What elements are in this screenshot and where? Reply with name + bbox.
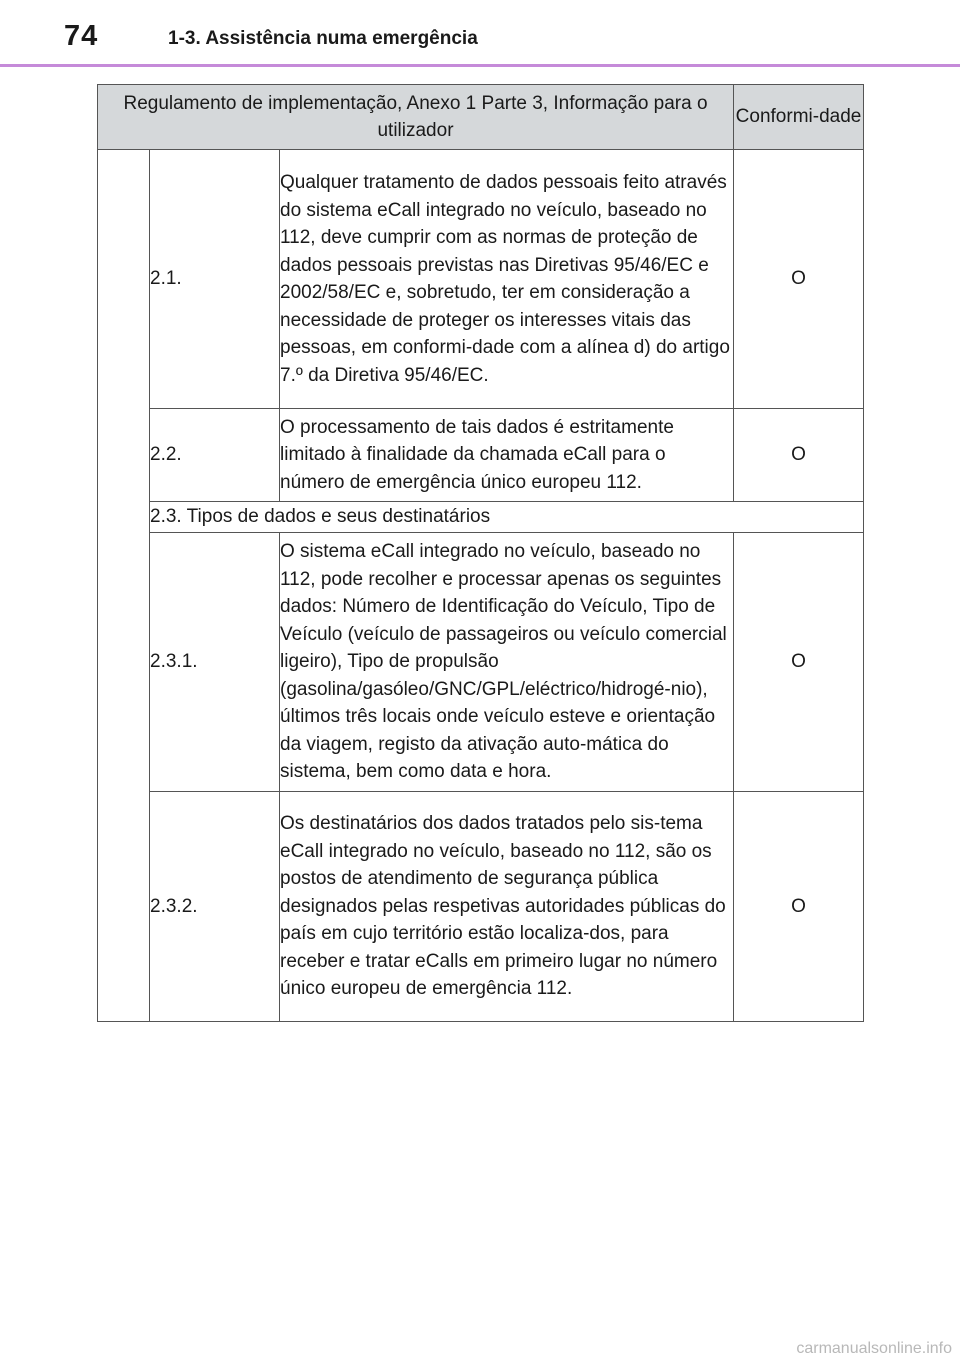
- watermark-text: carmanualsonline.info: [796, 1340, 952, 1357]
- row-text: Qualquer tratamento de dados pessoais feito através do sistema eCall integrado no veículo, baseado no 112, deve cumprir com as normas de proteção de dados pessoais previstas nas Diretivas 95/46/EC e 2002/58/EC e, sobretudo, ter em consideração a necessidade de proteger os interesses vitais das pessoas, em conformi-dade com a alínea d) do artigo 7.º da Diretiva 95/46/EC.: [280, 150, 734, 409]
- row-number: 2.3.2.: [150, 792, 280, 1022]
- page-number: 74: [64, 20, 99, 52]
- blank-column: [98, 150, 150, 1022]
- row-number: 2.2.: [150, 409, 280, 502]
- row-conformity: O: [734, 409, 864, 502]
- section-row-text: 2.3. Tipos de dados e seus destinatários: [150, 502, 864, 533]
- row-conformity: O: [734, 792, 864, 1022]
- section-row: [98, 502, 864, 533]
- row-text: Os destinatários dos dados tratados pelo sis-tema eCall integrado no veículo, baseado no 112, são os postos de atendimento de segurança pública designados pelas respetivas autoridades públicas do país em cujo território estão localiza-dos, para receber e tratar eCalls em primeiro lugar no número único europeu de emergência 112.: [280, 792, 734, 1022]
- table-row: [98, 150, 864, 409]
- row-number: 2.1.: [150, 150, 280, 409]
- table-header-row: [98, 85, 864, 150]
- row-text: O processamento de tais dados é estritamente limitado à finalidade da chamada eCall para o número de emergência único europeu 112.: [280, 409, 734, 502]
- row-conformity: O: [734, 533, 864, 792]
- row-conformity: O: [734, 150, 864, 409]
- header-conformity: Conformi-dade: [734, 85, 864, 150]
- page-header: [0, 0, 960, 67]
- row-number: 2.3.1.: [150, 533, 280, 792]
- table-row: [98, 533, 864, 792]
- regulation-table: [97, 84, 864, 1022]
- section-title: 1-3. Assistência numa emergência: [168, 28, 478, 49]
- header-regulation: Regulamento de implementação, Anexo 1 Parte 3, Informação para o utilizador: [98, 85, 734, 150]
- table-row: [98, 792, 864, 1022]
- table-row: [98, 409, 864, 502]
- row-text: O sistema eCall integrado no veículo, baseado no 112, pode recolher e processar apenas os seguintes dados: Número de Identificação do Veículo, Tipo de Veículo (veículo de passageiros ou veículo comercial ligeiro), Tipo de propulsão (gasolina/gasóleo/GNC/GPL/eléctrico/hidrogé-nio), últimos três locais onde veículo esteve e orientação da viagem, registo da ativação auto-mática do sistema, bem como data e hora.: [280, 533, 734, 792]
